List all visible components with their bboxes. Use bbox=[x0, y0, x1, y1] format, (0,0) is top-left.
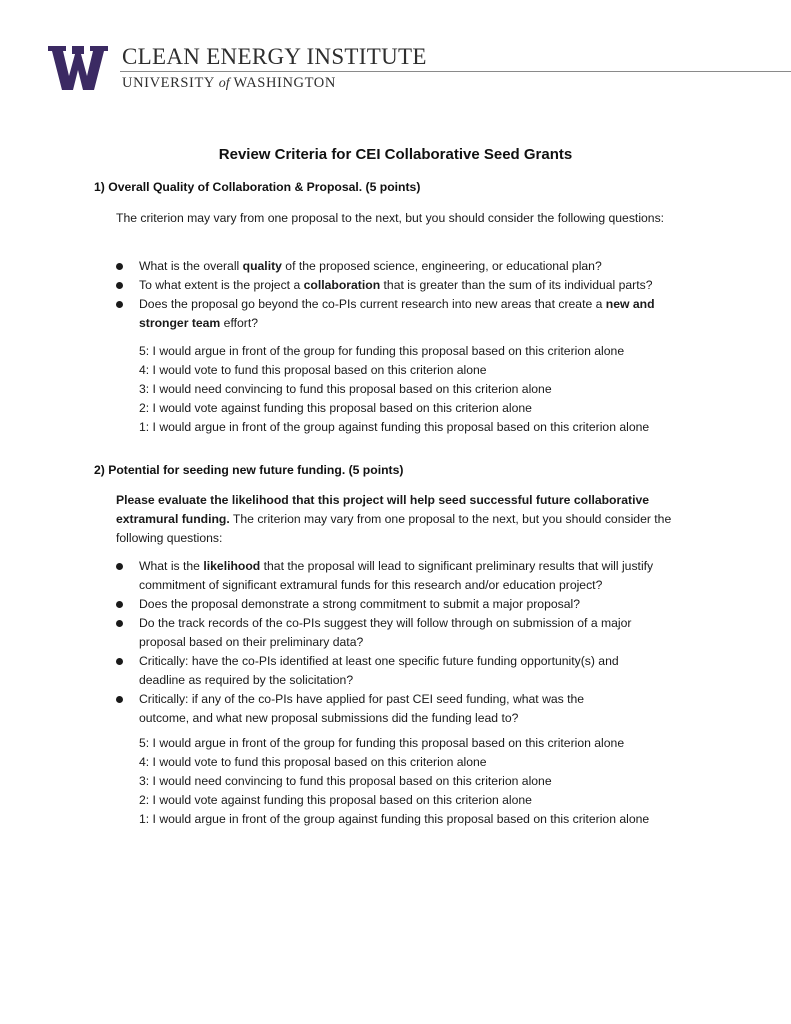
list-item: Critically: if any of the co-PIs have applied for past CEI seed funding, what was the outcome, and what new proposal submissions did the funding lead to? bbox=[116, 690, 599, 728]
list-item: Critically: have the co-PIs identified at least one specific future funding opportunity(s) and deadline as required by the solicitation? bbox=[116, 652, 659, 690]
letterhead bbox=[48, 40, 791, 100]
list-item: What is the overall quality of the proposed science, engineering, or educational plan? bbox=[116, 257, 706, 276]
list-item: Does the proposal go beyond the co-PIs current research into new areas that create a new and stronger team effort? bbox=[116, 295, 706, 333]
section-1-intro: The criterion may vary from one proposal to the next, but you should consider the following questions: bbox=[116, 211, 665, 225]
section-1-questions bbox=[116, 257, 706, 333]
bullet-icon bbox=[116, 696, 123, 703]
score-line: 3: I would need convincing to fund this proposal based on this criterion alone bbox=[139, 382, 552, 396]
bullet-icon bbox=[116, 658, 123, 665]
section-2-intro: Please evaluate the likelihood that this project will help seed successful future collaborative extramural funding. The criterion may vary from one proposal to the next, but you should consider the following questions: bbox=[116, 493, 672, 545]
score-line: 2: I would vote against funding this proposal based on this criterion alone bbox=[139, 793, 532, 807]
bullet-icon bbox=[116, 282, 123, 289]
uw-w-logo bbox=[48, 46, 108, 90]
list-item: To what extent is the project a collaboration that is greater than the sum of its individual parts? bbox=[116, 276, 706, 295]
score-line: 4: I would vote to fund this proposal based on this criterion alone bbox=[139, 755, 487, 769]
document-title: Review Criteria for CEI Collaborative Seed Grants bbox=[218, 146, 573, 163]
score-line: 1: I would argue in front of the group against funding this proposal based on this criterion alone bbox=[139, 812, 650, 826]
section-1-heading: 1) Overall Quality of Collaboration & Proposal. (5 points) bbox=[94, 180, 421, 194]
section-2-scoring-scale bbox=[139, 734, 719, 829]
bullet-icon bbox=[116, 263, 123, 270]
bullet-icon bbox=[116, 563, 123, 570]
score-line: 1: I would argue in front of the group against funding this proposal based on this criterion alone bbox=[139, 420, 650, 434]
list-item: Do the track records of the co-PIs suggest they will follow through on submission of a major proposal based on their preliminary data? bbox=[116, 614, 659, 652]
score-line: 4: I would vote to fund this proposal based on this criterion alone bbox=[139, 363, 487, 377]
bullet-icon bbox=[116, 601, 123, 608]
org-subtitle: UNIVERSITY of WASHINGTON bbox=[122, 75, 336, 91]
list-item: What is the likelihood that the proposal will lead to significant preliminary results that will justify commitment of significant extramural funds for this research and/or education project? bbox=[116, 557, 706, 595]
section-1-scoring-scale bbox=[139, 342, 719, 437]
org-name: CLEAN ENERGY INSTITUTE bbox=[122, 44, 427, 69]
list-item: Does the proposal demonstrate a strong commitment to submit a major proposal? bbox=[116, 595, 706, 614]
section-2-questions bbox=[116, 557, 706, 728]
section-2-heading: 2) Potential for seeding new future funding. (5 points) bbox=[94, 463, 404, 477]
score-line: 5: I would argue in front of the group for funding this proposal based on this criterion alone bbox=[139, 736, 625, 750]
score-line: 3: I would need convincing to fund this proposal based on this criterion alone bbox=[139, 774, 552, 788]
header-divider bbox=[120, 71, 791, 72]
bullet-icon bbox=[116, 620, 123, 627]
score-line: 2: I would vote against funding this proposal based on this criterion alone bbox=[139, 401, 532, 415]
bullet-icon bbox=[116, 301, 123, 308]
score-line: 5: I would argue in front of the group for funding this proposal based on this criterion alone bbox=[139, 344, 625, 358]
